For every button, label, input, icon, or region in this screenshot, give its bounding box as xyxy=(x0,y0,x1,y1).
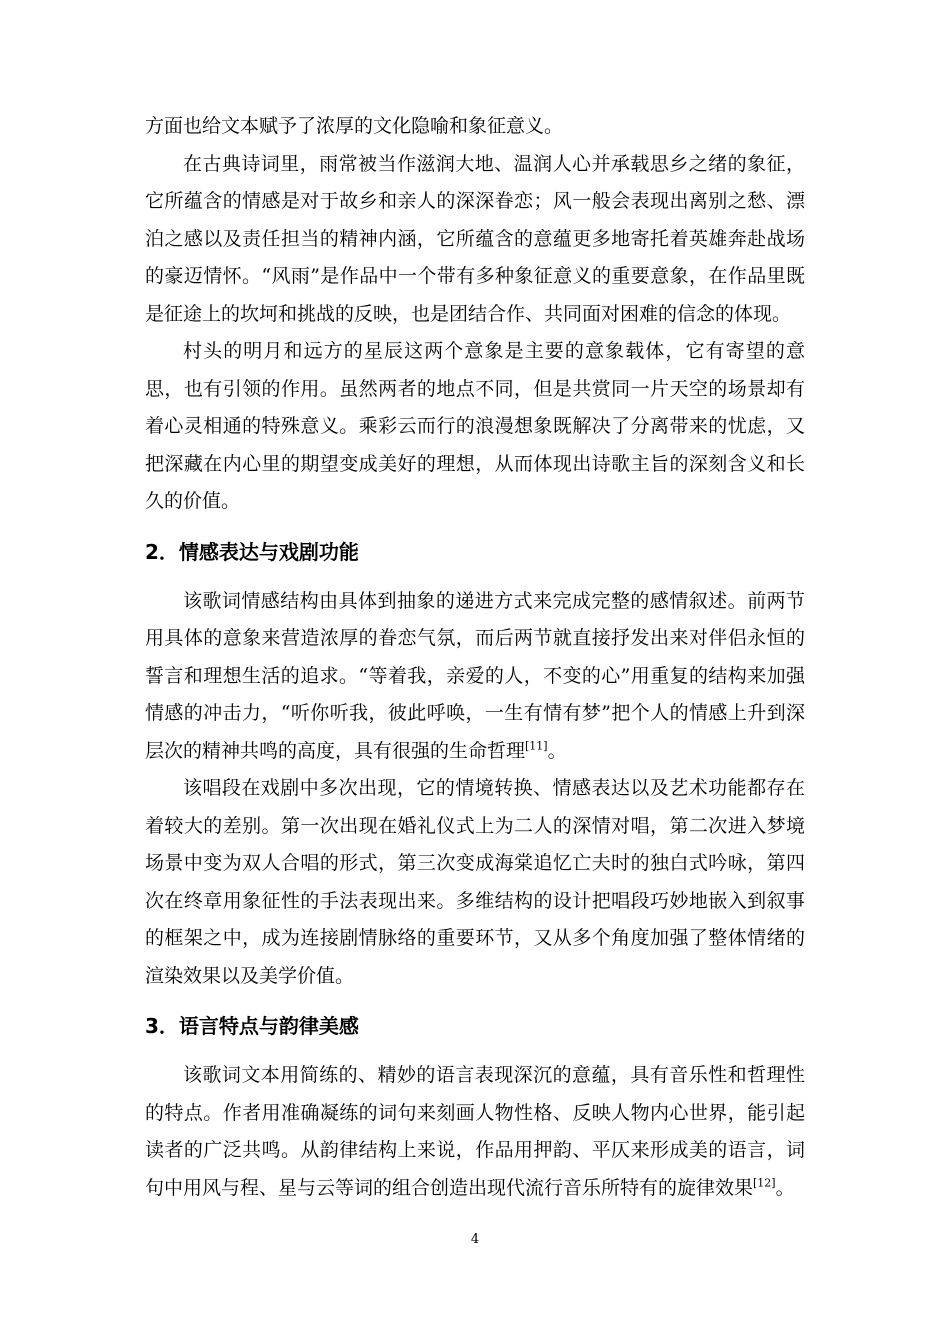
paragraph-end-punct: 。 xyxy=(547,739,567,762)
section-heading-language-rhythm: 3．语言特点与韵律美感 xyxy=(145,1014,359,1038)
document-body xyxy=(145,108,805,1207)
paragraph-emotional-structure xyxy=(145,583,805,771)
paragraph-language-features xyxy=(145,1057,805,1207)
citation-11: [11] xyxy=(525,739,548,753)
section-heading-emotion-drama: 2．情感表达与戏剧功能 xyxy=(145,539,359,564)
paragraph-dramatic-function: 该唱段在戏剧中多次出现，它的情境转换、情感表达以及艺术功能都存在着较大的差别。第一次出现在婚礼仪式上为二人的深情对唱，第二次进入梦境场景中变为双人合唱的形式，第三次变成海棠追忆亡夫时的独白式吟咏，第四次在终章用象征性的手法表现出来。多维结构的设计把唱段巧妙地嵌入到叙事的框架之中，成为连接剧情脉络的重要环节，又从多个角度加强了整体情绪的渲染效果以及美学价值。 xyxy=(145,777,805,987)
paragraph-moon-stars-imagery: 村头的明月和远方的星辰这两个意象是主要的意象载体，它有寄望的意思，也有引领的作用。虽然两者的地点不同，但是共赏同一片天空的场景却有着心灵相通的特殊意义。乘彩云而行的浪漫想象既解决了分离带来的忧虑，又把深藏在内心里的期望变成美好的理想，从而体现出诗歌主旨的深刻含义和长久的价值。 xyxy=(145,340,805,512)
page-number: 4 xyxy=(470,1232,480,1247)
paragraph-continuation: 方面也给文本赋予了浓厚的文化隐喻和象征意义。 xyxy=(145,115,564,137)
paragraph-text: 该歌词文本用简练的、精妙的语言表现深沉的意蕴，具有音乐性和哲理性的特点。作者用准确凝练的词句来刻画人物性格、反映人物内心世界，能引起读者的广泛共鸣。从韵律结构上来说，作品用押韵、平仄来形成美的语言，词句中用风与程、星与云等词的组合创造出现代流行音乐所特有的旋律效果 xyxy=(145,1064,805,1199)
paragraph-wind-rain-symbolism: 在古典诗词里，雨常被当作滋润大地、温润人心并承载思乡之绪的象征，它所蕴含的情感是对于故乡和亲人的深深眷恋；风一般会表现出离别之愁、漂泊之感以及责任担当的精神内涵，它所蕴含的意蕴更多地寄托着英雄奔赴战场的豪迈情怀。“风雨”是作品中一个带有多种象征意义的重要意象，在作品里既是征途上的坎坷和挑战的反映，也是团结合作、共同面对困难的信念的体现。 xyxy=(145,152,805,325)
paragraph-text: 该歌词情感结构由具体到抽象的递进方式来完成完整的感情叙述。前两节用具体的意象来营造浓厚的眷恋气氛，而后两节就直接抒发出来对伴侣永恒的誓言和理想生活的追求。“等着我，亲爱的人，不变的心”用重复的结构来加强情感的冲击力，“听你听我，彼此呼唤，一生有情有梦”把个人的情感上升到深层次的精神共鸣的高度，具有很强的生命哲理 xyxy=(145,589,805,762)
paragraph-end-punct: 。 xyxy=(775,1176,795,1199)
citation-12: [12] xyxy=(753,1176,776,1190)
